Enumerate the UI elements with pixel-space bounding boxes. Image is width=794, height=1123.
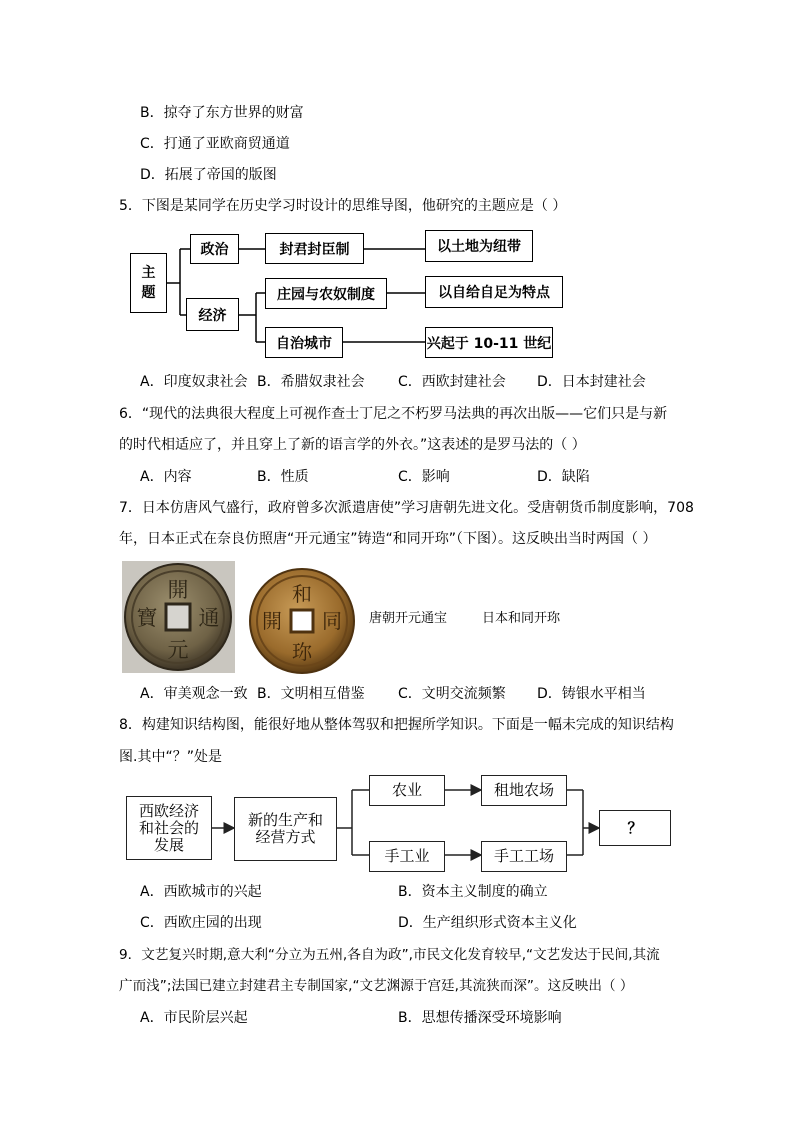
q7-option-d: D．铸银水平相当: [537, 686, 646, 702]
q5-option-a: A．印度奴隶社会: [140, 374, 248, 390]
coin-japan-char-bottom: 珎: [292, 640, 312, 664]
diagram-leased-farm-box: 租地农场: [481, 775, 567, 806]
mindmap-land-box: 以土地为纽带: [425, 230, 533, 262]
mindmap-root-box: 主 题: [130, 253, 167, 313]
q7-option-b: B．文明相互借鉴: [257, 686, 365, 702]
diagram-question-box: ？: [599, 810, 671, 846]
coin-japan-char-right: 同: [322, 609, 342, 633]
mindmap-politics-box: 政治: [190, 234, 239, 264]
mindmap-rise-box: 兴起于 10-11 世纪: [425, 327, 553, 358]
coin-tang-char-bottom: 元: [167, 638, 189, 662]
q5-option-c: C．西欧封建社会: [398, 374, 506, 390]
q7-stem-line1: 7．日本仿唐风气盛行，政府曾多次派遣唐使”学习唐朝先进文化。受唐朝货币制度影响，708: [119, 500, 694, 516]
mindmap-city-box: 自治城市: [265, 327, 343, 358]
diagram-workshop-box: 手工工场: [481, 841, 567, 872]
q6-stem-line2: 的时代相适应了，并且穿上了新的语言学的外衣。”这表述的是罗马法的（ ）: [119, 437, 586, 453]
q7-stem-line2: 年，日本正式在奈良仿照唐“开元通宝”铸造“和同开珎”（下图）。这反映出当时两国（ ）: [119, 531, 657, 547]
q6-option-c: C．影响: [398, 469, 450, 485]
diagram-west-europe-box: 西欧经济 和社会的 发展: [126, 796, 212, 860]
mindmap-selfsufficient-box: 以自给自足为特点: [425, 276, 563, 308]
q6-option-b: B．性质: [257, 469, 309, 485]
mindmap-feudal-box: 封君封臣制: [265, 233, 364, 264]
q8-option-c: C．西欧庄园的出现: [140, 915, 262, 931]
coin-tang-char-top: 開: [167, 578, 189, 602]
coin-japan-char-top: 和: [292, 582, 312, 606]
coin-tang-label: 唐朝开元通宝: [369, 611, 448, 626]
q7-option-c: C．文明交流频繁: [398, 686, 506, 702]
mindmap-manor-box: 庄园与农奴制度: [265, 278, 387, 309]
q9-stem-line2: 广而浅”;法国已建立封建君主专制国家,“文艺渊源于宫廷,其流狭而深”。这反映出（ ）: [119, 978, 634, 994]
q9-stem-line1: 9．文艺复兴时期,意大利“分立为五州,各自为政”,市民文化发育较早,“文艺发达于民间,其流: [119, 947, 660, 963]
q6-stem-line1: 6．“现代的法典很大程度上可视作查士丁尼之不朽罗马法典的再次出版——它们只是与新: [119, 406, 668, 422]
q4-option-b: B．掠夺了东方世界的财富: [140, 105, 304, 121]
q9-option-b: B．思想传播深受环境影响: [398, 1010, 562, 1026]
q6-option-d: D．缺陷: [537, 469, 590, 485]
q8-option-b: B．资本主义制度的确立: [398, 884, 548, 900]
q5-stem: 5．下图是某同学在历史学习时设计的思维导图，他研究的主题应是（ ）: [119, 198, 567, 214]
coin-tang-char-left: 寶: [136, 606, 158, 630]
diagram-handicraft-box: 手工业: [369, 841, 445, 872]
coin-japan-char-left: 開: [262, 609, 282, 633]
q8-option-d: D．生产组织形式资本主义化: [398, 915, 577, 931]
q4-option-d: D．拓展了帝国的版图: [140, 167, 277, 183]
q8-stem-line2: 图.其中“？”处是: [119, 749, 222, 765]
q8-option-a: A．西欧城市的兴起: [140, 884, 262, 900]
diagram-agriculture-box: 农业: [369, 775, 445, 806]
q6-option-a: A．内容: [140, 469, 192, 485]
diagram-new-mode-box: 新的生产和 经营方式: [234, 797, 337, 861]
mindmap-economy-box: 经济: [186, 298, 239, 331]
q7-option-a: A．审美观念一致: [140, 686, 248, 702]
q5-option-d: D．日本封建社会: [537, 374, 646, 390]
q8-stem-line1: 8．构建知识结构图，能很好地从整体驾驭和把握所学知识。下面是一幅未完成的知识结构: [119, 717, 674, 733]
coin-japan-label: 日本和同开珎: [482, 611, 561, 626]
q9-option-a: A．市民阶层兴起: [140, 1010, 248, 1026]
coin-tang-char-right: 通: [198, 606, 220, 630]
q5-option-b: B．希腊奴隶社会: [257, 374, 365, 390]
q4-option-c: C．打通了亚欧商贸通道: [140, 136, 290, 152]
